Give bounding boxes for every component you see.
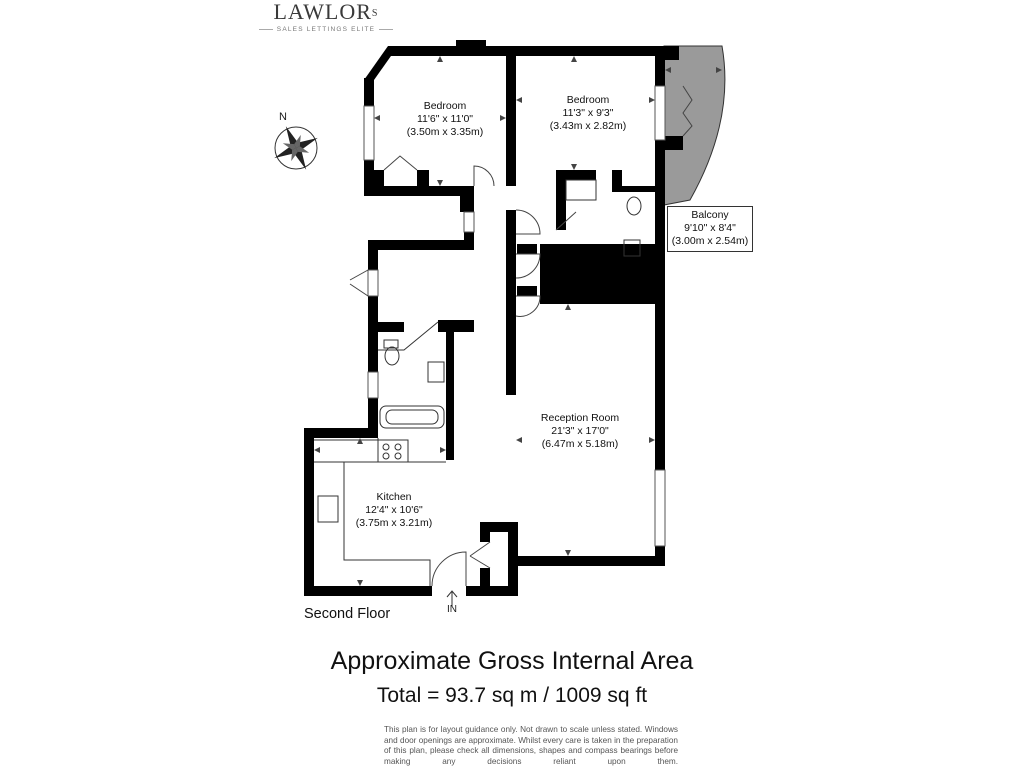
disclaimer-text: This plan is for layout guidance only. Not drawn to scale unless stated. Windows and door openings are approximate. Whilst every care is taken in the preparation of this plan, please check all dimensions, shapes and compass bearings before making any decisions reliant upon them.: [384, 725, 678, 766]
room-imperial: 11'6" x 11'0": [416, 113, 474, 125]
brand-name: $LAWLOR^S$: [273, 0, 379, 24]
room-metric: (3.50m x 3.35m): [406, 126, 484, 138]
room-name: Kitchen: [376, 491, 412, 503]
room-label-reception: [520, 412, 640, 451]
floor-label: Second Floor: [304, 606, 391, 622]
room-metric: (3.43m x 2.82m): [549, 120, 627, 132]
room-name: Balcony: [691, 209, 729, 221]
room-metric: (3.75m x 3.21m): [355, 517, 433, 529]
room-label-bedroom-2: [533, 94, 643, 133]
compass-north-label: N: [279, 111, 287, 123]
room-metric: (3.00m x 2.54m): [671, 235, 749, 247]
room-imperial: 9'10" x 8'4": [684, 222, 736, 234]
room-imperial: 21'3" x 17'0": [551, 425, 609, 437]
room-name: Reception Room: [540, 412, 620, 424]
room-label-kitchen: [344, 491, 444, 530]
room-name: Bedroom: [566, 94, 610, 106]
compass-rose: [273, 125, 320, 172]
room-label-balcony: [667, 209, 753, 248]
room-name: Bedroom: [423, 100, 467, 112]
room-label-bedroom-1: [390, 100, 500, 139]
room-imperial: 11'3" x 9'3": [562, 107, 614, 119]
area-total: Total = 93.7 sq m / 1009 sq ft: [376, 684, 648, 707]
room-metric: (6.47m x 5.18m): [541, 438, 619, 450]
entrance-label: IN: [447, 604, 457, 615]
balcony-area: [664, 46, 725, 205]
room-imperial: 12'4" x 10'6": [365, 504, 423, 516]
brand-tagline: SALES LETTINGS ELITE: [236, 26, 416, 33]
area-title: Approximate Gross Internal Area: [330, 647, 694, 675]
